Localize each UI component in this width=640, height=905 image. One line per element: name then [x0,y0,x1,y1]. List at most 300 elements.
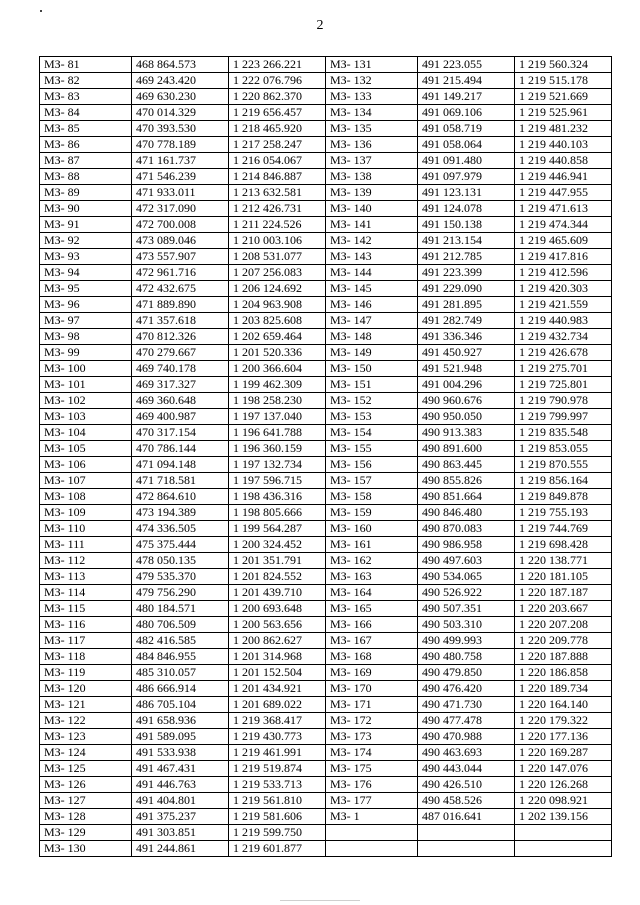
right-point-id-cell: МЗ- 140 [326,201,418,217]
right-y-coordinate-cell: 1 219 835.548 [515,425,612,441]
left-x-coordinate-cell: 471 718.581 [132,473,229,489]
right-point-id-cell: МЗ- 1 [326,809,418,825]
right-y-coordinate-cell: 1 219 744.769 [515,521,612,537]
right-x-coordinate-cell: 490 443.044 [418,761,515,777]
right-y-coordinate-cell: 1 219 474.344 [515,217,612,233]
table-row [40,73,612,89]
left-point-id-cell: МЗ- 113 [40,569,132,585]
left-y-coordinate-cell: 1 208 531.077 [229,249,326,265]
left-x-coordinate-cell: 473 557.907 [132,249,229,265]
left-x-coordinate-cell: 491 375.237 [132,809,229,825]
right-point-id-cell: МЗ- 167 [326,633,418,649]
right-point-id-cell: МЗ- 133 [326,89,418,105]
left-y-coordinate-cell: 1 198 258.230 [229,393,326,409]
left-x-coordinate-cell: 491 244.861 [132,841,229,857]
table-row [40,137,612,153]
table-row [40,89,612,105]
coordinates-table-body [40,57,612,857]
left-point-id-cell: МЗ- 123 [40,729,132,745]
right-point-id-cell: МЗ- 147 [326,313,418,329]
left-x-coordinate-cell: 479 535.370 [132,569,229,585]
left-x-coordinate-cell: 491 446.763 [132,777,229,793]
right-x-coordinate-cell: 490 458.526 [418,793,515,809]
right-x-coordinate-cell: 491 149.217 [418,89,515,105]
left-y-coordinate-cell: 1 210 003.106 [229,233,326,249]
right-y-coordinate-cell: 1 220 209.778 [515,633,612,649]
left-x-coordinate-cell: 491 467.431 [132,761,229,777]
right-x-coordinate-cell: 490 463.693 [418,745,515,761]
right-y-coordinate-cell: 1 219 856.164 [515,473,612,489]
right-x-coordinate-cell: 490 913.383 [418,425,515,441]
left-y-coordinate-cell: 1 201 314.968 [229,649,326,665]
right-point-id-cell: МЗ- 137 [326,153,418,169]
left-y-coordinate-cell: 1 207 256.083 [229,265,326,281]
left-x-coordinate-cell: 480 706.509 [132,617,229,633]
table-row [40,633,612,649]
right-x-coordinate-cell: 490 870.083 [418,521,515,537]
left-x-coordinate-cell: 479 756.290 [132,585,229,601]
left-point-id-cell: МЗ- 112 [40,553,132,569]
left-x-coordinate-cell: 471 161.737 [132,153,229,169]
left-point-id-cell: МЗ- 120 [40,681,132,697]
right-x-coordinate-cell: 490 479.850 [418,665,515,681]
left-y-coordinate-cell: 1 201 439.710 [229,585,326,601]
left-x-coordinate-cell: 471 357.618 [132,313,229,329]
right-y-coordinate-cell: 1 220 186.858 [515,665,612,681]
right-x-coordinate-cell: 490 891.600 [418,441,515,457]
left-point-id-cell: МЗ- 98 [40,329,132,345]
left-y-coordinate-cell: 1 218 465.920 [229,121,326,137]
left-point-id-cell: МЗ- 122 [40,713,132,729]
right-y-coordinate-cell: 1 219 481.232 [515,121,612,137]
right-y-coordinate-cell: 1 220 207.208 [515,617,612,633]
right-y-coordinate-cell: 1 219 560.324 [515,57,612,73]
left-point-id-cell: МЗ- 117 [40,633,132,649]
left-x-coordinate-cell: 480 184.571 [132,601,229,617]
left-y-coordinate-cell: 1 197 132.734 [229,457,326,473]
right-point-id-cell: МЗ- 162 [326,553,418,569]
left-y-coordinate-cell: 1 220 862.370 [229,89,326,105]
right-x-coordinate-cell: 490 499.993 [418,633,515,649]
left-x-coordinate-cell: 491 303.851 [132,825,229,841]
right-point-id-cell: МЗ- 142 [326,233,418,249]
right-point-id-cell: МЗ- 144 [326,265,418,281]
table-row [40,665,612,681]
right-y-coordinate-cell: 1 219 465.609 [515,233,612,249]
table-row [40,313,612,329]
left-point-id-cell: МЗ- 126 [40,777,132,793]
left-point-id-cell: МЗ- 86 [40,137,132,153]
left-point-id-cell: МЗ- 96 [40,297,132,313]
left-x-coordinate-cell: 471 889.890 [132,297,229,313]
table-row [40,297,612,313]
right-point-id-cell: МЗ- 154 [326,425,418,441]
right-point-id-cell: МЗ- 150 [326,361,418,377]
right-point-id-cell: МЗ- 176 [326,777,418,793]
right-point-id-cell: МЗ- 135 [326,121,418,137]
right-x-coordinate-cell: 490 986.958 [418,537,515,553]
table-row [40,585,612,601]
left-x-coordinate-cell: 478 050.135 [132,553,229,569]
left-y-coordinate-cell: 1 201 689.022 [229,697,326,713]
right-x-coordinate-cell: 490 534.065 [418,569,515,585]
table-row [40,489,612,505]
left-y-coordinate-cell: 1 200 563.656 [229,617,326,633]
left-x-coordinate-cell: 470 786.144 [132,441,229,457]
right-y-coordinate-cell [515,841,612,857]
right-point-id-cell: МЗ- 171 [326,697,418,713]
left-y-coordinate-cell: 1 211 224.526 [229,217,326,233]
left-point-id-cell: МЗ- 107 [40,473,132,489]
left-point-id-cell: МЗ- 116 [40,617,132,633]
table-row [40,825,612,841]
right-y-coordinate-cell: 1 219 521.669 [515,89,612,105]
left-y-coordinate-cell: 1 219 581.606 [229,809,326,825]
right-x-coordinate-cell [418,825,515,841]
left-x-coordinate-cell: 484 846.955 [132,649,229,665]
right-point-id-cell: МЗ- 177 [326,793,418,809]
left-y-coordinate-cell: 1 201 434.921 [229,681,326,697]
right-y-coordinate-cell: 1 220 169.287 [515,745,612,761]
right-y-coordinate-cell: 1 220 147.076 [515,761,612,777]
left-x-coordinate-cell: 472 432.675 [132,281,229,297]
left-point-id-cell: МЗ- 88 [40,169,132,185]
right-point-id-cell: МЗ- 161 [326,537,418,553]
right-point-id-cell: МЗ- 152 [326,393,418,409]
table-row [40,841,612,857]
right-y-coordinate-cell: 1 219 725.801 [515,377,612,393]
right-x-coordinate-cell: 491 058.064 [418,137,515,153]
left-x-coordinate-cell: 470 393.530 [132,121,229,137]
right-y-coordinate-cell: 1 220 203.667 [515,601,612,617]
table-row [40,329,612,345]
right-y-coordinate-cell: 1 220 126.268 [515,777,612,793]
left-point-id-cell: МЗ- 102 [40,393,132,409]
right-x-coordinate-cell: 491 229.090 [418,281,515,297]
left-point-id-cell: МЗ- 94 [40,265,132,281]
right-point-id-cell: МЗ- 136 [326,137,418,153]
left-point-id-cell: МЗ- 85 [40,121,132,137]
right-y-coordinate-cell: 1 219 275.701 [515,361,612,377]
left-point-id-cell: МЗ- 103 [40,409,132,425]
left-point-id-cell: МЗ- 83 [40,89,132,105]
left-y-coordinate-cell: 1 216 054.067 [229,153,326,169]
table-row [40,649,612,665]
right-x-coordinate-cell: 490 851.664 [418,489,515,505]
right-y-coordinate-cell: 1 219 755.193 [515,505,612,521]
left-point-id-cell: МЗ- 97 [40,313,132,329]
right-point-id-cell: МЗ- 143 [326,249,418,265]
left-x-coordinate-cell: 470 812.326 [132,329,229,345]
left-x-coordinate-cell: 472 700.008 [132,217,229,233]
left-x-coordinate-cell: 469 243.420 [132,73,229,89]
right-point-id-cell: МЗ- 168 [326,649,418,665]
right-x-coordinate-cell: 490 470.988 [418,729,515,745]
left-y-coordinate-cell: 1 217 258.247 [229,137,326,153]
table-row [40,121,612,137]
left-y-coordinate-cell: 1 200 862.627 [229,633,326,649]
right-y-coordinate-cell: 1 219 849.878 [515,489,612,505]
right-y-coordinate-cell: 1 219 440.858 [515,153,612,169]
left-x-coordinate-cell: 471 933.011 [132,185,229,201]
left-x-coordinate-cell: 469 400.987 [132,409,229,425]
left-x-coordinate-cell: 472 317.090 [132,201,229,217]
left-x-coordinate-cell: 471 546.239 [132,169,229,185]
left-point-id-cell: МЗ- 82 [40,73,132,89]
left-point-id-cell: МЗ- 127 [40,793,132,809]
right-point-id-cell: МЗ- 166 [326,617,418,633]
right-x-coordinate-cell: 491 124.078 [418,201,515,217]
right-x-coordinate-cell: 490 507.351 [418,601,515,617]
scan-speck [40,10,42,12]
left-point-id-cell: МЗ- 108 [40,489,132,505]
right-y-coordinate-cell: 1 219 471.613 [515,201,612,217]
coordinates-table [39,56,612,857]
right-x-coordinate-cell: 491 123.131 [418,185,515,201]
left-y-coordinate-cell: 1 200 324.452 [229,537,326,553]
table-row [40,169,612,185]
right-x-coordinate-cell: 491 450.927 [418,345,515,361]
right-x-coordinate-cell: 491 281.895 [418,297,515,313]
left-point-id-cell: МЗ- 110 [40,521,132,537]
left-point-id-cell: МЗ- 81 [40,57,132,73]
right-y-coordinate-cell: 1 219 426.678 [515,345,612,361]
right-point-id-cell: МЗ- 163 [326,569,418,585]
right-y-coordinate-cell: 1 219 412.596 [515,265,612,281]
left-point-id-cell: МЗ- 125 [40,761,132,777]
right-y-coordinate-cell: 1 219 417.816 [515,249,612,265]
right-y-coordinate-cell: 1 220 181.105 [515,569,612,585]
table-row [40,393,612,409]
left-x-coordinate-cell: 491 589.095 [132,729,229,745]
right-y-coordinate-cell: 1 219 799.997 [515,409,612,425]
left-point-id-cell: МЗ- 91 [40,217,132,233]
right-x-coordinate-cell: 491 282.749 [418,313,515,329]
right-x-coordinate-cell: 491 004.296 [418,377,515,393]
left-point-id-cell: МЗ- 106 [40,457,132,473]
left-y-coordinate-cell: 1 197 137.040 [229,409,326,425]
left-y-coordinate-cell: 1 219 533.713 [229,777,326,793]
table-row [40,281,612,297]
left-y-coordinate-cell: 1 213 632.581 [229,185,326,201]
table-row [40,345,612,361]
right-x-coordinate-cell: 491 058.719 [418,121,515,137]
left-y-coordinate-cell: 1 198 805.666 [229,505,326,521]
right-point-id-cell: МЗ- 172 [326,713,418,729]
left-y-coordinate-cell: 1 196 641.788 [229,425,326,441]
left-x-coordinate-cell: 485 310.057 [132,665,229,681]
right-point-id-cell: МЗ- 131 [326,57,418,73]
table-row [40,601,612,617]
right-y-coordinate-cell: 1 220 187.888 [515,649,612,665]
right-point-id-cell: МЗ- 149 [326,345,418,361]
left-y-coordinate-cell: 1 212 426.731 [229,201,326,217]
right-y-coordinate-cell: 1 219 440.983 [515,313,612,329]
table-row [40,729,612,745]
right-y-coordinate-cell: 1 202 139.156 [515,809,612,825]
table-row [40,569,612,585]
left-x-coordinate-cell: 470 279.667 [132,345,229,361]
right-point-id-cell: МЗ- 145 [326,281,418,297]
table-row [40,217,612,233]
left-x-coordinate-cell: 486 705.104 [132,697,229,713]
table-row [40,409,612,425]
right-point-id-cell: МЗ- 174 [326,745,418,761]
left-y-coordinate-cell: 1 204 963.908 [229,297,326,313]
table-row [40,265,612,281]
right-point-id-cell: МЗ- 165 [326,601,418,617]
left-point-id-cell: МЗ- 95 [40,281,132,297]
right-point-id-cell: МЗ- 138 [326,169,418,185]
right-point-id-cell: МЗ- 132 [326,73,418,89]
right-y-coordinate-cell: 1 219 440.103 [515,137,612,153]
left-y-coordinate-cell: 1 201 824.552 [229,569,326,585]
left-x-coordinate-cell: 491 533.938 [132,745,229,761]
right-point-id-cell: МЗ- 164 [326,585,418,601]
right-point-id-cell: МЗ- 139 [326,185,418,201]
right-x-coordinate-cell: 491 223.055 [418,57,515,73]
left-y-coordinate-cell: 1 201 520.336 [229,345,326,361]
left-point-id-cell: МЗ- 128 [40,809,132,825]
right-y-coordinate-cell [515,825,612,841]
right-y-coordinate-cell: 1 219 447.955 [515,185,612,201]
left-y-coordinate-cell: 1 219 519.874 [229,761,326,777]
left-y-coordinate-cell: 1 200 693.648 [229,601,326,617]
left-point-id-cell: МЗ- 100 [40,361,132,377]
left-x-coordinate-cell: 491 404.801 [132,793,229,809]
left-y-coordinate-cell: 1 219 599.750 [229,825,326,841]
right-point-id-cell: МЗ- 158 [326,489,418,505]
left-x-coordinate-cell: 472 961.716 [132,265,229,281]
left-x-coordinate-cell: 482 416.585 [132,633,229,649]
right-point-id-cell: МЗ- 170 [326,681,418,697]
table-row [40,361,612,377]
left-x-coordinate-cell: 471 094.148 [132,457,229,473]
table-row [40,553,612,569]
right-point-id-cell: МЗ- 173 [326,729,418,745]
table-row [40,105,612,121]
right-y-coordinate-cell: 1 219 420.303 [515,281,612,297]
left-x-coordinate-cell: 468 864.573 [132,57,229,73]
left-point-id-cell: МЗ- 84 [40,105,132,121]
left-point-id-cell: МЗ- 124 [40,745,132,761]
right-y-coordinate-cell: 1 219 432.734 [515,329,612,345]
left-y-coordinate-cell: 1 222 076.796 [229,73,326,89]
table-row [40,809,612,825]
right-x-coordinate-cell: 491 223.399 [418,265,515,281]
left-y-coordinate-cell: 1 199 564.287 [229,521,326,537]
left-y-coordinate-cell: 1 214 846.887 [229,169,326,185]
right-x-coordinate-cell: 491 069.106 [418,105,515,121]
right-x-coordinate-cell: 491 150.138 [418,217,515,233]
left-x-coordinate-cell: 470 317.154 [132,425,229,441]
right-x-coordinate-cell: 491 215.494 [418,73,515,89]
right-x-coordinate-cell: 491 212.785 [418,249,515,265]
right-x-coordinate-cell: 490 950.050 [418,409,515,425]
right-x-coordinate-cell: 490 846.480 [418,505,515,521]
table-row [40,697,612,713]
left-y-coordinate-cell: 1 219 430.773 [229,729,326,745]
table-row [40,185,612,201]
right-point-id-cell: МЗ- 157 [326,473,418,489]
left-x-coordinate-cell: 473 194.389 [132,505,229,521]
right-point-id-cell: МЗ- 134 [326,105,418,121]
left-point-id-cell: МЗ- 130 [40,841,132,857]
left-x-coordinate-cell: 491 658.936 [132,713,229,729]
right-x-coordinate-cell: 491 521.948 [418,361,515,377]
right-point-id-cell: МЗ- 141 [326,217,418,233]
table-row [40,745,612,761]
right-x-coordinate-cell: 490 477.478 [418,713,515,729]
table-row [40,777,612,793]
right-point-id-cell: МЗ- 153 [326,409,418,425]
page-number: 2 [316,18,324,33]
table-row [40,457,612,473]
right-x-coordinate-cell: 490 497.603 [418,553,515,569]
right-x-coordinate-cell: 491 336.346 [418,329,515,345]
table-row [40,425,612,441]
right-x-coordinate-cell: 490 503.310 [418,617,515,633]
left-y-coordinate-cell: 1 199 462.309 [229,377,326,393]
left-x-coordinate-cell: 469 317.327 [132,377,229,393]
right-point-id-cell: МЗ- 156 [326,457,418,473]
right-point-id-cell: МЗ- 169 [326,665,418,681]
left-x-coordinate-cell: 470 014.329 [132,105,229,121]
table-row [40,521,612,537]
left-y-coordinate-cell: 1 219 561.810 [229,793,326,809]
right-point-id-cell: МЗ- 159 [326,505,418,521]
right-y-coordinate-cell: 1 220 179.322 [515,713,612,729]
right-x-coordinate-cell: 491 213.154 [418,233,515,249]
left-y-coordinate-cell: 1 219 656.457 [229,105,326,121]
right-y-coordinate-cell: 1 219 870.555 [515,457,612,473]
left-point-id-cell: МЗ- 101 [40,377,132,393]
right-point-id-cell: МЗ- 148 [326,329,418,345]
table-row [40,793,612,809]
right-x-coordinate-cell: 490 426.510 [418,777,515,793]
left-x-coordinate-cell: 469 630.230 [132,89,229,105]
left-point-id-cell: МЗ- 99 [40,345,132,361]
right-x-coordinate-cell: 490 471.730 [418,697,515,713]
table-row [40,233,612,249]
right-point-id-cell [326,825,418,841]
table-row [40,505,612,521]
right-y-coordinate-cell: 1 219 446.941 [515,169,612,185]
table-row [40,713,612,729]
table-row [40,473,612,489]
right-y-coordinate-cell: 1 219 853.055 [515,441,612,457]
right-x-coordinate-cell: 490 863.445 [418,457,515,473]
right-point-id-cell: МЗ- 155 [326,441,418,457]
left-point-id-cell: МЗ- 92 [40,233,132,249]
table-row [40,249,612,265]
left-y-coordinate-cell: 1 202 659.464 [229,329,326,345]
table-row [40,537,612,553]
right-point-id-cell: МЗ- 175 [326,761,418,777]
left-x-coordinate-cell: 486 666.914 [132,681,229,697]
right-point-id-cell: МЗ- 151 [326,377,418,393]
left-point-id-cell: МЗ- 109 [40,505,132,521]
right-y-coordinate-cell: 1 220 187.187 [515,585,612,601]
right-y-coordinate-cell: 1 219 790.978 [515,393,612,409]
left-y-coordinate-cell: 1 219 601.877 [229,841,326,857]
table-row [40,681,612,697]
right-x-coordinate-cell: 491 097.979 [418,169,515,185]
left-point-id-cell: МЗ- 89 [40,185,132,201]
left-y-coordinate-cell: 1 200 366.604 [229,361,326,377]
left-y-coordinate-cell: 1 206 124.692 [229,281,326,297]
right-x-coordinate-cell: 491 091.480 [418,153,515,169]
